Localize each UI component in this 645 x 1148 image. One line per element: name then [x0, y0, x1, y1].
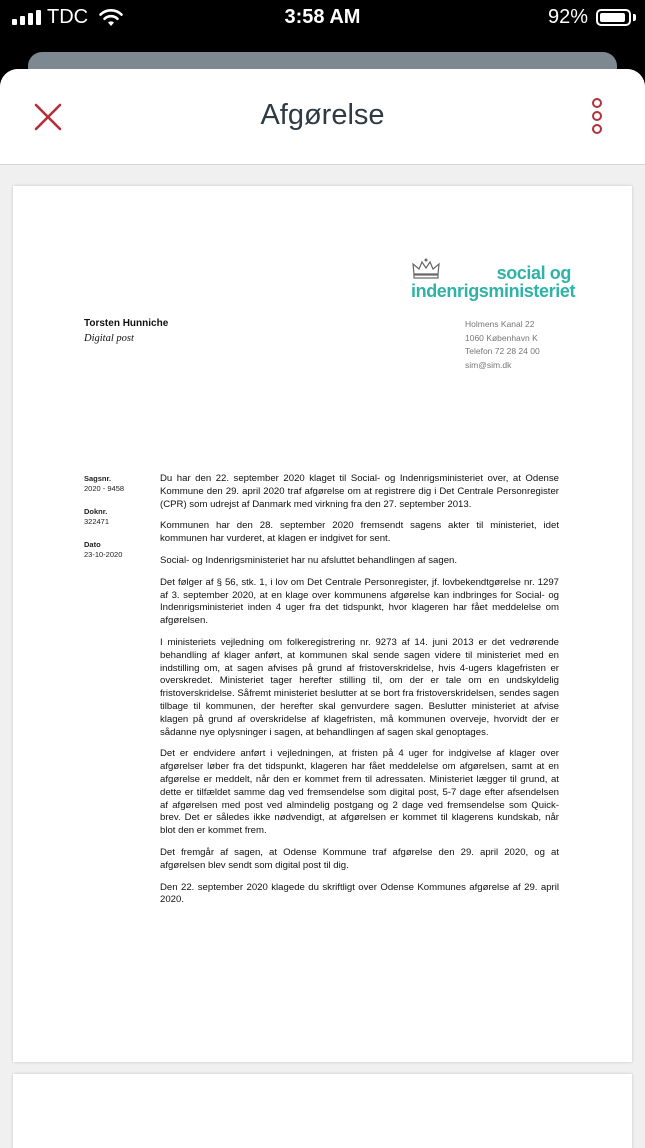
clock: 3:58 AM [284, 6, 361, 28]
battery-tip [633, 14, 636, 21]
document-page-2 [13, 1074, 632, 1148]
sender-address [465, 318, 540, 372]
meta-label: Sagsnr. [84, 474, 112, 483]
nav-bar [0, 69, 645, 165]
address-line: Holmens Kanal 22 [465, 319, 535, 329]
paragraph: Du har den 22. september 2020 klaget til Social- og Indenrigsministeriet over, at Odense Kommune den 29. april 2020 traf afgørelse om at registrere dig i Det Centrale Personregister (CPR) som udrejst af Danmark med virkning fra den 27. september 2013. [160, 473, 559, 510]
case-meta [84, 474, 154, 573]
letter-body [160, 473, 559, 916]
battery-percent: 92% [548, 6, 589, 28]
meta-item-case-number [84, 474, 154, 494]
carrier-label: TDC [47, 6, 89, 28]
address-email: sim@sim.dk [465, 359, 512, 370]
document-page [13, 186, 632, 1062]
paragraph: Det fremgår af sagen, at Odense Kommune traf afgørelse den 29. april 2020, og at afgørelsen blev sendt som digital post til dig. [160, 846, 559, 871]
recipient-name: Torsten Hunniche [84, 318, 169, 329]
logo-line-2: indenrigsministeriet [411, 281, 576, 301]
paragraph: Den 22. september 2020 klagede du skriftligt over Odense Kommunes afgørelse af 29. april 2020. [160, 881, 559, 906]
ministry-logo [411, 263, 576, 301]
meta-label: Dato [84, 540, 101, 549]
meta-value: 23-10-2020 [84, 550, 123, 559]
paragraph: Kommunen har den 28. september 2020 fremsendt sagens akter til ministeriet, idet kommunen har vurderet, at klagen er indgivet for sent. [160, 520, 559, 545]
page-title: Afgørelse [260, 99, 385, 131]
meta-value: 2020 - 9458 [84, 484, 125, 493]
address-line: Telefon 72 28 24 00 [465, 346, 540, 356]
recipient-block [84, 318, 168, 344]
logo-line-1: social og [496, 263, 571, 283]
paragraph: Det er endvidere anført i vejledningen, at fristen på 4 uger for indgivelse af klager over afgørelser løber fra det tidspunkt, klageren har fået meddelelse om afgørelsen, samt at en afgørelse er meddelt, når den er kommet frem til adressaten. Ministeriet lægger til grund, at dette er tilfældet samme dag ved fremsendelse som digital post, 5-7 dage efter afsendelsen af afgørelsen med post ved almindelig postgang og 2 dage ved fremsendelse som Quick-brev. Det er således ikke nødvendigt, at afgørelsen er kommet til klagerens kundskab, når blot den er kommet frem. [160, 748, 559, 837]
battery-icon [596, 9, 631, 26]
status-bar [0, 0, 645, 36]
meta-label: Doknr. [84, 507, 108, 516]
paragraph: Social- og Indenrigsministeriet har nu afsluttet behandlingen af sagen. [160, 554, 458, 566]
paragraph: Det følger af § 56, stk. 1, i lov om Det Centrale Personregister, jf. lovbekendtgørelse nr. 1297 af 3. september 2020, at en klage over kommunens afgørelse kan indbringes for Social- og Indenrigsministeriet inden 4 uger fra det tidspunkt, hvor klageren har fået meddelelse om afgørelsen. [160, 576, 559, 627]
paragraph: I ministeriets vejledning om folkeregistrering nr. 9273 af 14. juni 2013 er det vedrørende behandling af klager anført, at kommunen skal sende sagen videre til ministeriet med en indstilling om, at sagen afvises på grund af fristoverskridelse, hvis 4-ugers klagefristen er overskredet. Ministeriet tager herefter stilling til, om der er tale om en undskyldelig fristoverskridelse. Såfremt ministeriet beslutter at se bort fra fristoverskridelsen, sendes sagen tilbage til kommunen, der herefter skal genvurdere sagen. Beslutter ministeriet at afvise klagen på grund af overskridelse af klagefristen, må kommunen overveje, hvorvidt der er sådanne nye oplysninger i sagen, at behandlingen af sagen skal genoptages. [160, 636, 559, 738]
meta-item-doc-number [84, 507, 154, 527]
more-vertical-icon[interactable] [584, 95, 610, 139]
address-line: 1060 København K [465, 332, 538, 343]
meta-item-date [84, 540, 154, 560]
document-sheet [0, 69, 645, 1148]
recipient-channel: Digital post [84, 333, 134, 344]
meta-value: 322471 [84, 517, 110, 526]
